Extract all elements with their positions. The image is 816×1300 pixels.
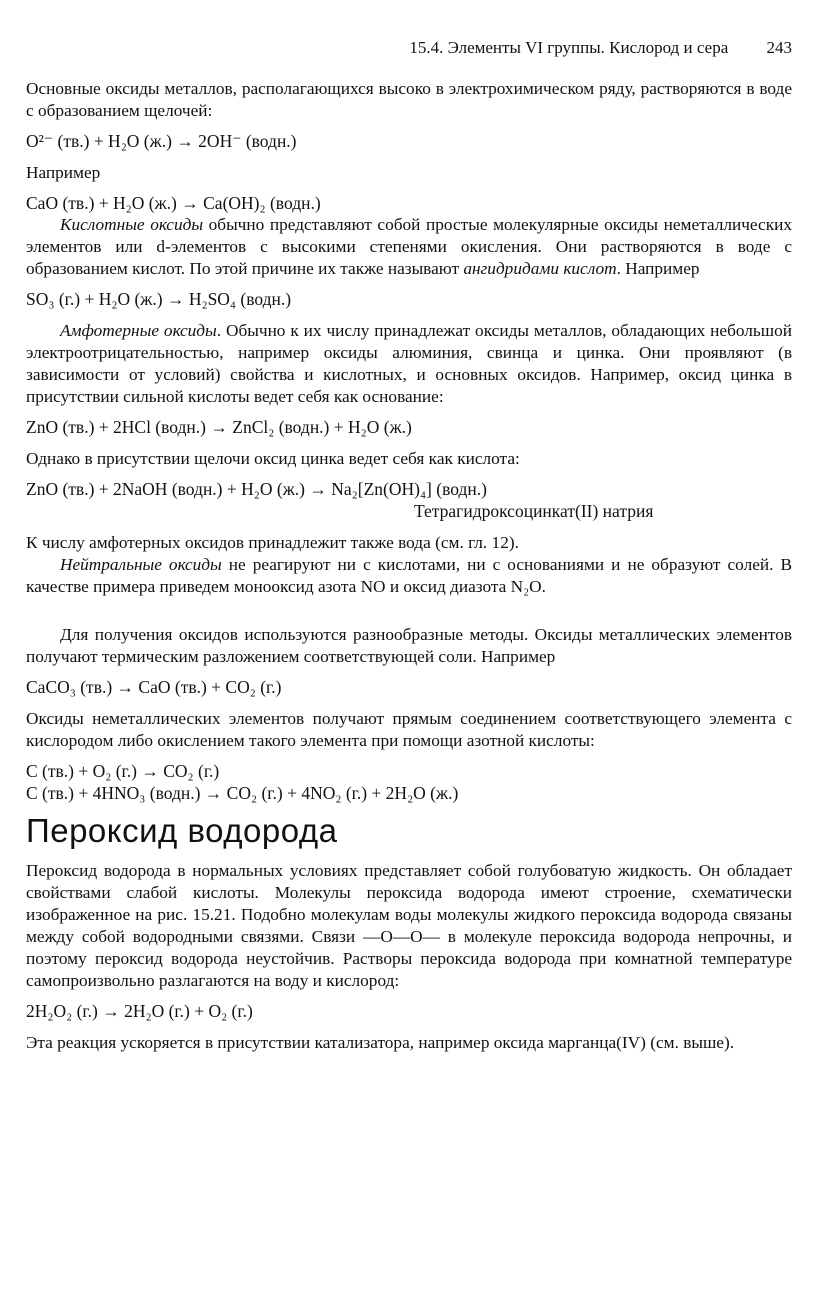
paragraph-zinc-oxide-alkali: Однако в присутствии щелочи оксид цинка ведет себя как кислота: — [26, 449, 520, 468]
term-acid-anhydrides: ангидридами кислот — [463, 259, 617, 278]
section-heading: Пероксид водорода — [26, 812, 338, 849]
equation-so3-water: SO₃ (г.) + H₂O (ж.) → H₂SO₄ (водн.) — [26, 289, 292, 309]
term-neutral-oxides: Нейтральные оксиды — [60, 555, 222, 574]
term-amphoteric-oxides: Амфотерные оксиды — [60, 321, 217, 340]
paragraph-acidic-oxides: Кислотные оксиды обычно представляют собой простые молекулярные оксиды неметаллических элементов или d-элементов с высокими степенями окисления. Они растворяются в воде с образованием кислот. По этой причине их также называют ангидридами кислот. Например — [26, 215, 792, 278]
section-title: 15.4. Элементы VI группы. Кислород и сера — [409, 38, 729, 57]
paragraph-water-amphoteric: К числу амфотерных оксидов принадлежит также вода (см. гл. 12). — [26, 533, 519, 552]
page-number: 243 — [766, 38, 792, 57]
paragraph-basic-oxides: Основные оксиды металлов, располагающихся высоко в электрохимическом ряду, растворяются в воде с образованием щелочей: — [26, 79, 792, 120]
equation-cao-water: CaO (тв.) + H₂O (ж.) → Ca(OH)₂ (водн.) — [26, 193, 321, 213]
equation-oxide-ion-water: O²⁻ (тв.) + H₂O (ж.) → 2OH⁻ (водн.) — [26, 131, 297, 151]
equation-carbon-oxygen: C (тв.) + O₂ (г.) → CO₂ (г.) — [26, 761, 220, 781]
equation-product-name: Тетрагидроксоцинкат(II) натрия — [414, 501, 654, 521]
paragraph-nonmetal-oxides: Оксиды неметаллических элементов получают прямым соединением соответствующего элемента с кислородом либо окислением такого элемента при помощи азотной кислоты: — [26, 709, 792, 750]
equation-zno-naoh: ZnO (тв.) + 2NaOH (водн.) + H₂O (ж.) → Na₂[Zn(OH)₄] (водн.) — [26, 479, 487, 499]
paragraph-neutral-oxides: Нейтральные оксиды не реагируют ни с кислотами, ни с основаниями и не образуют солей. В качестве примера приведем монооксид азота NO и оксид диазота N₂O. — [26, 555, 792, 596]
term-acidic-oxides: Кислотные оксиды — [60, 215, 204, 234]
equation-zno-hcl: ZnO (тв.) + 2HCl (водн.) → ZnCl₂ (водн.) + H₂O (ж.) — [26, 417, 412, 437]
paragraph-oxide-preparation: Для получения оксидов используются разнообразные методы. Оксиды металлических элементов получают термическим разложением соответствующей соли. Например — [26, 625, 792, 666]
equation-peroxide-decomposition: 2H₂O₂ (г.) → 2H₂O (г.) + O₂ (г.) — [26, 1001, 253, 1021]
paragraph-hydrogen-peroxide: Пероксид водорода в нормальных условиях представляет собой голубоватую жидкость. Он обладает свойствами слабой кислоты. Молекулы пероксида водорода имеют строение, схематически изображенное на рис. 15.21. Подобно молекулам воды молекулы жидкого пероксида водорода связаны между собой водородными связями. Связи —O—O— в молекуле пероксида водорода непрочны, и поэтому пероксид водорода неустойчив. Растворы пероксида водорода при комнатной температуре самопроизвольно разлагаются на воду и кислород: — [26, 861, 792, 990]
page-body — [26, 78, 792, 1054]
paragraph-catalyst: Эта реакция ускоряется в присутствии катализатора, например оксида марганца(IV) (см. выше). — [26, 1033, 735, 1052]
equation-caco3-decomposition: CaCO₃ (тв.) → CaO (тв.) + CO₂ (г.) — [26, 677, 282, 697]
running-header — [409, 38, 792, 58]
paragraph-amphoteric-oxides: Амфотерные оксиды. Обычно к их числу принадлежат оксиды металлов, обладающих небольшой электроотрицательностью, например оксиды алюминия, свинца и цинка. Они проявляют (в зависимости от условий) свойства и кислотных, и основных оксидов. Например, оксид цинка в присутствии сильной кислоты ведет себя как основание: — [26, 321, 792, 406]
paragraph-example: Например — [26, 163, 101, 182]
equation-carbon-nitric-acid: C (тв.) + 4HNO₃ (водн.) → CO₂ (г.) + 4NO₂ (г.) + 2H₂O (ж.) — [26, 783, 459, 803]
